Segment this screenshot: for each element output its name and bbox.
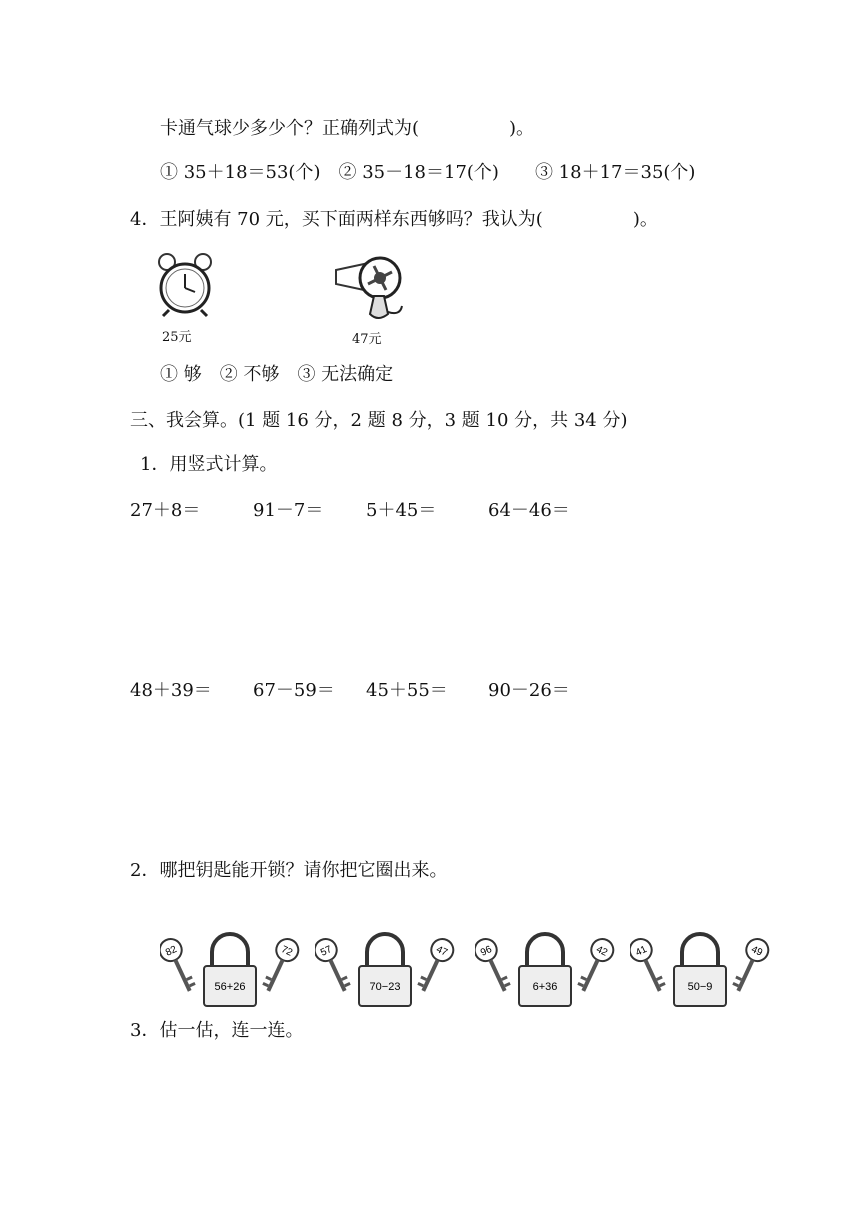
equation: 90－26＝	[488, 680, 570, 701]
svg-text:41: 41	[633, 944, 649, 959]
svg-text:6+36: 6+36	[532, 981, 558, 993]
lock-icon	[674, 934, 726, 1006]
svg-text:70−23: 70−23	[369, 981, 401, 993]
key-icon[interactable]	[413, 935, 455, 995]
lock-group	[475, 930, 615, 1010]
q3-options: ① 35＋18＝53(个) ② 35－18＝17(个) ③ 18＋17＝35(个)	[160, 162, 696, 183]
equation: 48＋39＝	[130, 680, 212, 701]
equation: 27＋8＝	[130, 500, 201, 521]
section3-title: 三、我会算。(1 题 16 分，2 题 8 分，3 题 10 分，共 34 分)	[130, 410, 628, 431]
lock-icon	[359, 934, 411, 1006]
locks-and-keys	[160, 930, 770, 1010]
svg-text:42: 42	[594, 944, 610, 959]
clock-price: 25元	[162, 330, 192, 345]
q4-options: ① 够 ② 不够 ③ 无法确定	[160, 364, 394, 385]
section3-q2-title: 2．哪把钥匙能开锁？请你把它圈出来。	[130, 860, 448, 881]
equation: 5＋45＝	[366, 500, 437, 521]
svg-text:50−9: 50−9	[687, 981, 713, 993]
lock-group	[630, 930, 770, 1010]
svg-text:72: 72	[279, 944, 295, 959]
q3-continued-text: 卡通气球少多少个？正确列式为( )。	[160, 118, 535, 139]
lock-icon	[204, 934, 256, 1006]
alarm-clock-image	[155, 252, 215, 318]
lock-group	[315, 930, 455, 1010]
key-icon[interactable]	[160, 935, 200, 995]
equation: 64－46＝	[488, 500, 570, 521]
q4-text: 4．王阿姨有 70 元，买下面两样东西够吗？我认为( )。	[130, 209, 658, 230]
svg-text:49: 49	[749, 944, 765, 959]
equation: 67－59＝	[253, 680, 335, 701]
hair-dryer-image	[334, 256, 408, 322]
svg-text:56+26: 56+26	[214, 981, 246, 993]
svg-text:47: 47	[434, 944, 450, 959]
key-icon[interactable]	[573, 935, 615, 995]
key-icon[interactable]	[728, 935, 770, 995]
section3-q3-title: 3．估一估，连一连。	[130, 1020, 304, 1041]
key-icon[interactable]	[315, 935, 355, 995]
section3-q1-title: 1．用竖式计算。	[140, 454, 278, 475]
key-icon[interactable]	[475, 935, 515, 995]
key-icon[interactable]	[258, 935, 300, 995]
key-icon[interactable]	[630, 935, 670, 995]
svg-text:96: 96	[478, 944, 494, 959]
svg-text:82: 82	[163, 944, 179, 959]
lock-icon	[519, 934, 571, 1006]
equation: 45＋55＝	[366, 680, 448, 701]
svg-text:57: 57	[318, 944, 334, 959]
lock-group	[160, 930, 300, 1010]
dryer-price: 47元	[352, 332, 382, 347]
equation: 91－7＝	[253, 500, 324, 521]
